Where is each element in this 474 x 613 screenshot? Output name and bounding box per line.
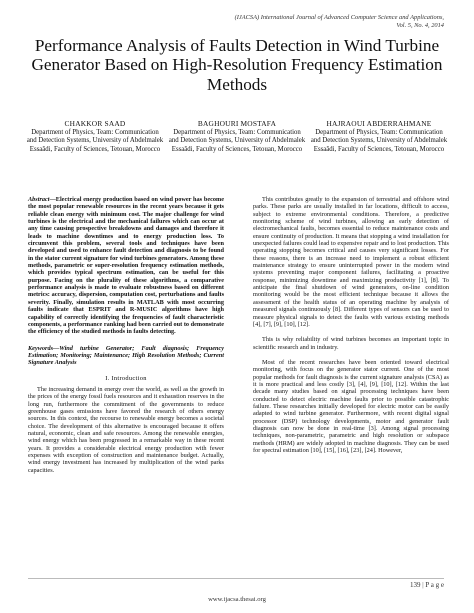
keywords-text: —Wind turbine Generator; Fault diagnosis; Frequency Estimation; Monitoring; Maintenance; High Resolution Methods; Current Signature Analysis (28, 344, 224, 367)
author-block-3 (310, 120, 448, 154)
body-paragraph-1: This contributes greatly to the expansion of terrestrial and offshore wind parks. These parks are usually installed in far locations, difficult to access, subject to extreme environmental conditions. Therefore, a predictive monitoring scheme of wind turbines, allowing an early detection of electromechanical faults, becomes essential to reduce maintenance costs and ensure continuity of production. It means that stopping a wind installation for unexpected failures could lead to expensive repair and to lost production. This operating stopping becomes critical and causes very significant losses. For these reasons, there is an increase need to implement a robust efficient maintenance strategy to ensure uninterrupted power in the modern wind systems preventing major component failures, facilitating a proactive response, minimizing downtime and maximizing productivity [1], [8]. To anticipate the final shutdown of wind generators, on-line condition monitoring would be the most efficient technique because it allows the assessment of the health status of an operating machine by analysis of measured signals continuously [8]. Different types of sensors can be used to measure physical signals to detect the faults with various existing methods [4], [7], [9], [10], [12]. (253, 196, 449, 328)
section-heading: I. Introduction (105, 374, 147, 382)
page-number-value: 139 (409, 581, 421, 589)
right-column (253, 196, 449, 462)
running-head (144, 14, 444, 30)
page-number (410, 581, 444, 589)
body-paragraph-3: Most of the recent researches have been oriented toward electrical monitoring, with focus on the generator stator current. One of the most popular methods for fault diagnosis is the current signature analysis (CSA) as it is more practical and less costly [3], [4], [9], [10], [12]. Within the last decade many studies based on signal processing techniques have been conducted to detect electric machine faults prior to possible catastrophic failure. These researches initially developed for electric motor can be easily adapted to wind turbine generator. Furthermore, with recent digital signal processor (DSP) technology developments, motor and generator fault diagnosis can now be done in real-time [3]. Among signal processing techniques, non-parametric, parametric and high resolution or subspace methods (HRM) are widely adopted in machine diagnosis. They can be used for spectral estimation [10], [15], [16], [23], [24]. However, (253, 358, 449, 454)
journal-url[interactable]: www.ijacsa.thesai.org (208, 596, 266, 603)
footer-rule (28, 578, 444, 579)
abstract (28, 196, 224, 336)
page-separator: | (422, 581, 424, 589)
running-head-line1: (IJACSA) International Journal of Advanced Computer Science and Applications, (234, 14, 444, 21)
author-name: HAJRAOUI ABDERRAHMANE (326, 119, 432, 128)
left-column (28, 196, 224, 474)
author-affiliation: Department of Physics, Team: Communication and Detection Systems, University of Abdelmalek Essaâdi, Faculty of Sciences, Tetouan, Morocco (168, 128, 306, 153)
author-affiliation: Department of Physics, Team: Communication and Detection Systems, University of Abdelmalek Essaâdi, Faculty of Sciences, Tetouan, Morocco (26, 128, 164, 153)
abstract-label: Abstract (28, 196, 50, 203)
keywords-label: Keywords (28, 344, 53, 352)
author-block-2 (168, 120, 306, 154)
running-head-line2: Vol. 5, No. 4, 2014 (396, 22, 444, 29)
keywords (28, 345, 224, 367)
author-affiliation: Department of Physics, Team: Communication and Detection Systems, University of Abdelmalek Essaâdi, Faculty of Sciences, Tetouan, Morocco (310, 128, 448, 153)
page-label: P a g e (425, 581, 444, 589)
author-name: BAGHOURI MOSTAFA (197, 119, 277, 128)
body-paragraph-2: This is why reliability of wind turbines becomes an important topic in scientific research and in industry. (253, 336, 449, 351)
intro-paragraph: The increasing demand in energy over the world, as well as the growth in the prices of the energy fossil fuels resources and it exhaustion reserves in the long run, furthermore the commitment of the governments to reduce greenhouse gases emissions have favored the research of others energy sources. In this context, the recourse to renewable energy becomes a societal choice. The development of this alternative is encouraged because it offers natural, economic, clean and safe resources. Among the renewable energies, wind energy which has been progressed in a remarkable way in these recent years. It provides a considerable electrical energy production with fewer expenses with exception of construction and maintenance budget. Actually, wind energy investment has increased by multiplication of the wind parks capacities. (28, 385, 224, 474)
author-block-1 (26, 120, 164, 154)
abstract-text: —Electrical energy production based on wind power has become the most popular renewable resources in the recent years because it gets reliable clean energy with minimum cost. The major challenge for wind turbines is the electrical and the mechanical failures which can occur at any time causing prospective breakdowns and damages and therefore it leads to machine downtimes and to energy production loss. To circumvent this problem, several tools and techniques have been developed and used to enhance fault detection and diagnosis to be found in the stator current signature for wind turbines generators. Among these methods, parametric or super-resolution frequency estimation methods, which provides typical spectrum estimation, can be useful for this purpose. Facing on the plurality of these algorithms, a comparative performance analysis is made to evaluate robustness based on different metrics: accuracy, dispersion, computation cost, perturbations and faults severity. Finally, simulation results in MATLAB with most occurring faults indicate that ESPRIT and R-MUSIC algorithms have high capability of correctly identifying the frequencies of fault characteristic components, a performance ranking had been carried out to demonstrate the efficiency of the studied methods in faults detecting. (28, 196, 224, 336)
author-name: CHAKKOR SAAD (64, 119, 126, 128)
paper-title: Performance Analysis of Faults Detection in Wind Turbine Generator Based on High-Resolution Frequency Estimation Methods (31, 36, 443, 94)
